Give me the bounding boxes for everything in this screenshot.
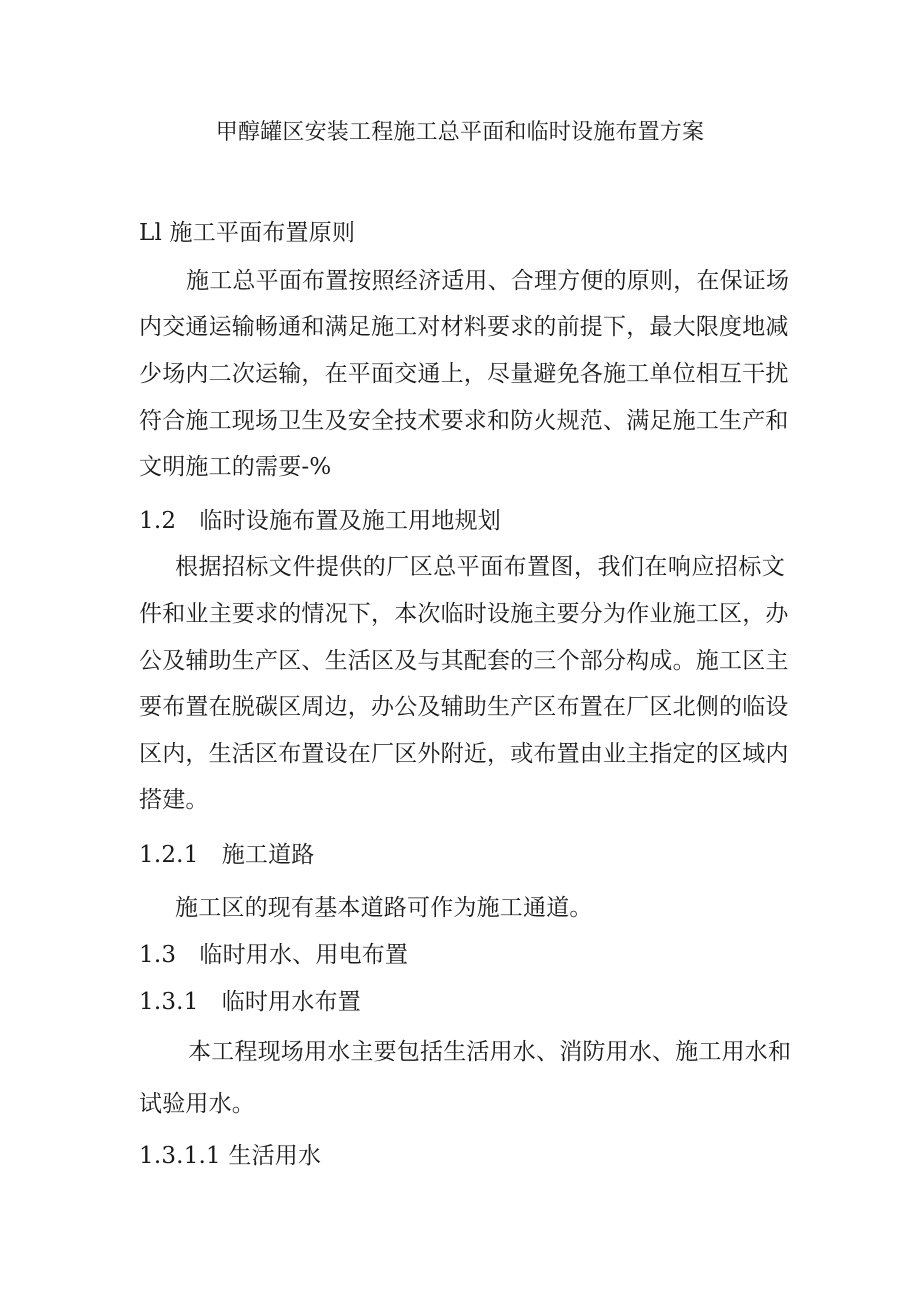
paragraph-line: 文明施工的需要-% — [139, 454, 332, 480]
paragraph-line: 少场内二次运输，在平面交通上，尽量避免各施工单位相互干扰 — [139, 361, 789, 387]
section-heading-1-2-1: 1.2.1 施工道路 — [139, 842, 315, 868]
section-heading-1-3-1-1: 1.3.1.1 生活用水 — [139, 1143, 322, 1169]
section-heading-1-2: 1.2 临时设施布置及施工用地规划 — [139, 508, 501, 534]
paragraph-line: 试验用水。 — [139, 1091, 255, 1117]
paragraph-line: 件和业主要求的情况下，本次临时设施主要分为作业施工区，办 — [139, 601, 789, 627]
paragraph-line: 区内，生活区布置设在厂区外附近，或布置由业主指定的区域内 — [139, 741, 789, 767]
paragraph-line: 要布置在脱碳区周边，办公及辅助生产区布置在厂区北侧的临设 — [139, 694, 789, 720]
section-heading-1-1: Ll 施工平面布置原则 — [139, 220, 356, 246]
section-heading-1-3: 1.3 临时用水、用电布置 — [139, 942, 409, 968]
paragraph-line: 内交通运输畅通和满足施工对材料要求的前提下，最大限度地减 — [139, 314, 789, 340]
document-title: 甲醇罐区安装工程施工总平面和临时设施布置方案 — [215, 120, 705, 145]
paragraph-line: 施工区的现有基本道路可作为施工通道。 — [175, 895, 593, 921]
paragraph-line: 公及辅助生产区、生活区及与其配套的三个部分构成。施工区主 — [139, 648, 789, 674]
paragraph-line: 符合施工现场卫生及安全技术要求和防火规范、满足施工生产和 — [139, 408, 789, 434]
paragraph-line: 施工总平面布置按照经济适用、合理方便的原则，在保证场 — [186, 268, 790, 294]
paragraph-line: 根据招标文件提供的厂区总平面布置图，我们在响应招标文 — [175, 554, 785, 580]
paragraph-line: 本工程现场用水主要包括生活用水、消防用水、施工用水和 — [188, 1039, 792, 1065]
paragraph-line: 搭建。 — [139, 787, 209, 813]
section-heading-1-3-1: 1.3.1 临时用水布置 — [139, 989, 361, 1015]
